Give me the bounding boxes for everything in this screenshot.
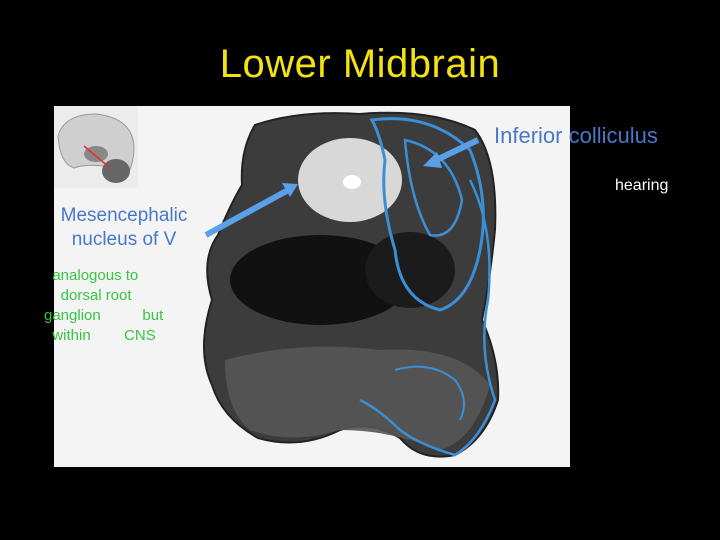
slide-title: Lower Midbrain	[219, 42, 501, 86]
brain-inset-image	[54, 106, 138, 188]
sagittal-brain-icon	[54, 106, 138, 188]
label-mesencephalic-nucleus: Mesencephalic nucleus of V	[60, 205, 188, 250]
label-hearing: hearing	[615, 177, 669, 194]
cerebral-aqueduct	[343, 175, 361, 189]
decussation	[365, 232, 455, 308]
label-inferior-colliculus: Inferior colliculus	[494, 123, 658, 148]
label-analogous-dorsal-root: analogous to dorsal root ganglion but within CNS	[44, 267, 164, 344]
